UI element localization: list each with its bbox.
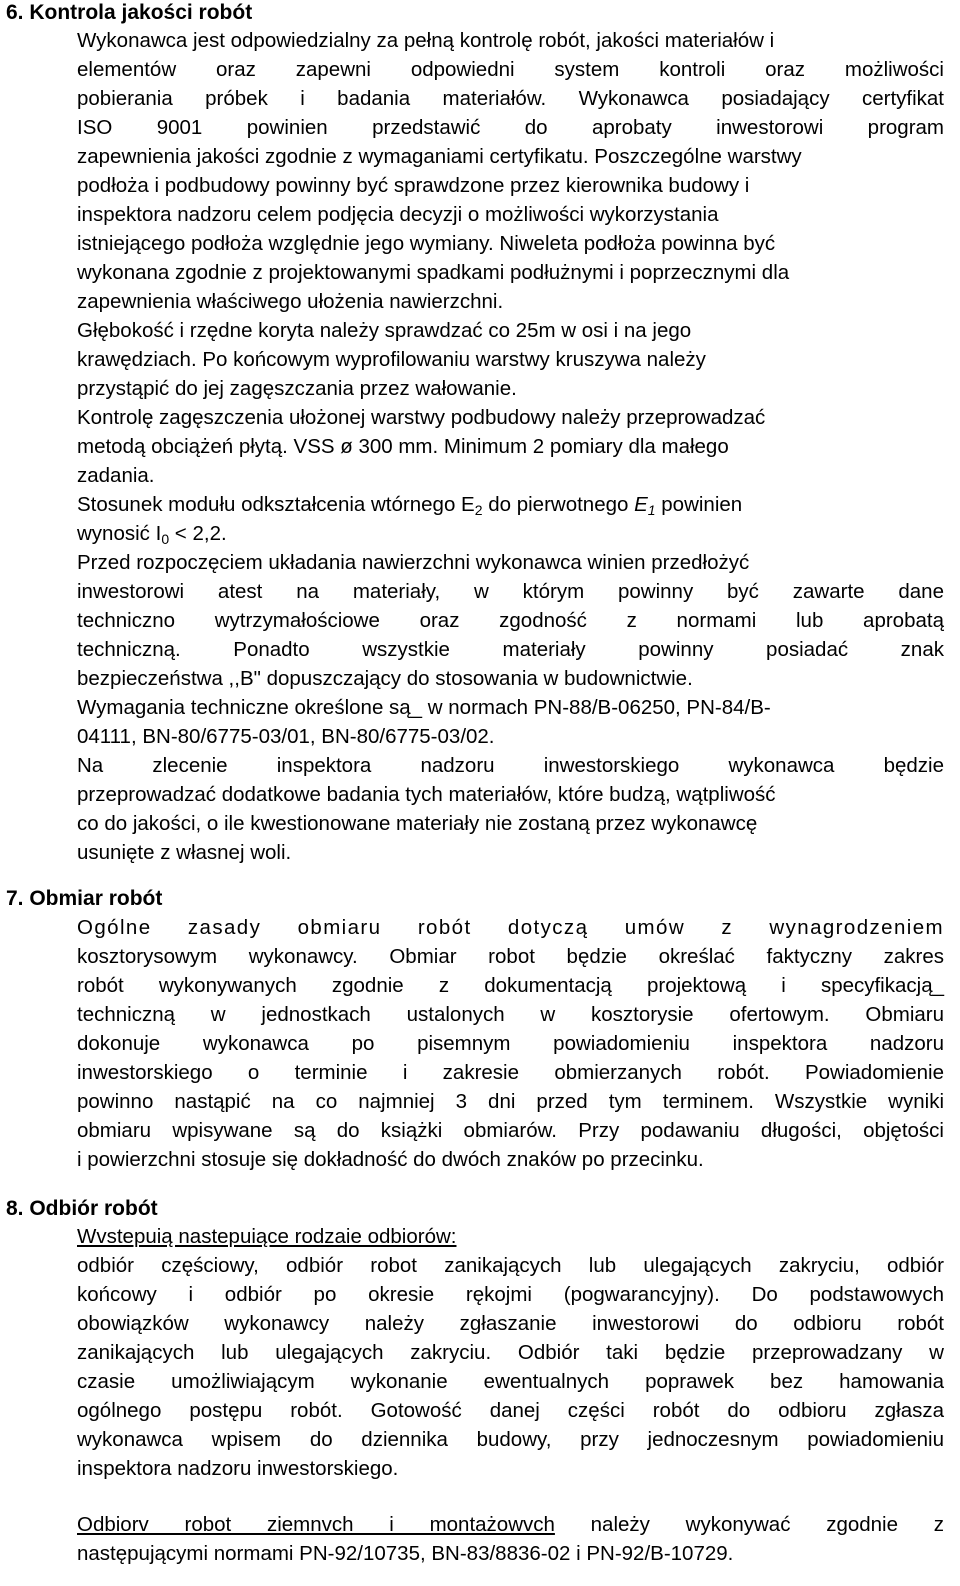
text-line: zanikających lub ulegających zakryciu. Odbiór taki będzie przeprowadzany w [77,1341,944,1364]
section-8-subheading: Wvstepuią nastepuiące rodzaie odbiorów: [77,1225,457,1248]
text-line: bezpieczeństwa ,,B" dopuszczający do stosowania w budownictwie. [77,667,693,690]
text-line: krawędziach. Po końcowym wyprofilowaniu warstwy kruszywa należy [77,348,706,371]
text-line: kosztorysowym wykonawcy. Obmiar robot będzie określać faktyczny zakres [77,945,944,968]
text-line: techniczną w jednostkach ustalonych w kosztorysie ofertowym. Obmiaru [77,1003,944,1026]
section-7-heading: 7. Obmiar robót [6,887,163,910]
text-line: inspektora nadzoru celem podjęcia decyzji o możliwości wykorzystania [77,203,719,226]
text-line: obowiązków wykonawcy należy zgłaszanie inwestorowi do odbioru robót [77,1312,944,1335]
text-line: usunięte z własnej woli. [77,841,292,864]
text-line: pobierania próbek i badania materiałów. Wykonawca posiadający certyfikat [77,87,944,110]
text-line: przeprowadzać dodatkowe badania tych materiałów, które budzą, wątpliwość [77,783,776,806]
text-line: Na zlecenie inspektora nadzoru inwestorskiego wykonawca będzie [77,754,944,777]
modulus-text-post: < 2,2. [169,522,227,545]
text-line: czasie umożliwiającym wykonanie ewentualnych poprawek bez hamowania [77,1370,944,1393]
text-line: i powierzchni stosuje się dokładność do dwóch znaków po przecinku. [77,1148,704,1171]
text-line: ISO 9001 powinien przedstawić do aprobaty inwestorowi program [77,116,944,139]
modulus-line [77,490,944,519]
text-line: powinno nastąpić na co najmniej 3 dni przed tym terminem. Wszystkie wyniki [77,1090,944,1113]
text-line: 04111, BN-80/6775-03/01, BN-80/6775-03/02. [77,725,495,748]
text-line: inwestorowi atest na materiały, w którym powinny być zawarte dane [77,580,944,603]
modulus-text-mid: do pierwotnego [482,493,635,516]
text-line: obmiaru wpisywane są do książki obmiarów. Przy podawaniu długości, objętości [77,1119,944,1142]
text-line: końcowy i odbiór po okresie rękojmi (pogwarancyjny). Do podstawowych [77,1283,944,1306]
modulus-subscript: 0 [161,531,170,547]
text-line: co do jakości, o ile kwestionowane materiały nie zostaną przez wykonawcę [77,812,758,835]
modulus-text-post: powinien [655,493,743,516]
modulus-line-2 [77,519,944,548]
text-line: Ogólne zasady obmiaru robót dotyczą umów z wynagrodzeniem [77,916,944,939]
section-7-body [77,913,944,1174]
final-underlined-text: Odbiorv robot ziemnvch i montażowvch [77,1513,555,1536]
section-6-body [77,26,944,867]
text-line: Głębokość i rzędne koryta należy sprawdzać co 25m w osi i na jego [77,319,692,342]
text-line: Kontrolę zagęszczenia ułożonej warstwy podbudowy należy przeprowadzać [77,406,766,429]
final-rest-text: należy wykonywać zgodnie z [554,1513,944,1536]
text-line: inwestorskiego o terminie i zakresie obmierzanych robót. Powiadomienie [77,1061,944,1084]
modulus-text-pre: wynosić I [77,522,162,545]
text-line: zadania. [77,464,155,487]
text-line: techniczną. Ponadto wszystkie materiały powinny posiadać znak [77,638,944,661]
section-8-heading: 8. Odbiór robót [6,1197,158,1220]
text-line: dokonuje wykonawca po pisemnym powiadomieniu inspektora nadzoru [77,1032,944,1055]
text-line: elementów oraz zapewni odpowiedni system kontroli oraz możliwości [77,58,944,81]
text-line: techniczno wytrzymałościowe oraz zgodność z normami lub aprobatą [77,609,944,632]
modulus-text-pre: Stosunek modułu odkształcenia wtórnego E [77,493,475,516]
text-line: przystąpić do jej zagęszczania przez wałowanie. [77,377,517,400]
text-line: Wymagania techniczne określone są_ w normach PN-88/B-06250, PN-84/B- [77,696,771,719]
text-line: podłoża i podbudowy powinny być sprawdzone przez kierownika budowy i [77,174,750,197]
section-8-body [77,1222,944,1483]
text-line: zapewnienia jakości zgodnie z wymaganiami certyfikatu. Poszczególne warstwy [77,145,802,168]
text-line: wykonana zgodnie z projektowanymi spadkami podłużnymi i poprzecznymi dla [77,261,790,284]
final-line-2: następującymi normami PN-92/10735, BN-83/8836-02 i PN-92/B-10729. [77,1542,734,1565]
text-line: metodą obciążeń płytą. VSS ø 300 mm. Minimum 2 pomiary dla małego [77,435,729,458]
text-line: zapewnienia właściwego ułożenia nawierzchni. [77,290,504,313]
final-line [77,1510,944,1539]
text-line: wykonawca wpisem do dziennika budowy, przy jednoczesnym powiadomieniu [77,1428,944,1451]
section-6-heading: 6. Kontrola jakości robót [6,1,253,24]
section-8-final [77,1510,944,1568]
text-line: ogólnego postępu robót. Gotowość danej części robót do odbioru zgłasza [77,1399,944,1422]
text-line: robót wykonywanych zgodnie z dokumentacją projektową i specyfikacją_ [77,974,944,997]
modulus-symbol: E [634,493,648,516]
modulus-subscript: 1 [647,502,656,518]
text-line: inspektora nadzoru inwestorskiego. [77,1457,399,1480]
text-line: Wykonawca jest odpowiedzialny za pełną kontrolę robót, jakości materiałów i [77,29,775,52]
text-line: Przed rozpoczęciem układania nawierzchni wykonawca winien przedłożyć [77,551,750,574]
text-line: odbiór częściowy, odbiór robot zanikających lub ulegających zakryciu, odbiór [77,1254,944,1277]
text-line: istniejącego podłoża względnie jego wymiany. Niweleta podłoża powinna być [77,232,776,255]
modulus-subscript: 2 [474,502,483,518]
